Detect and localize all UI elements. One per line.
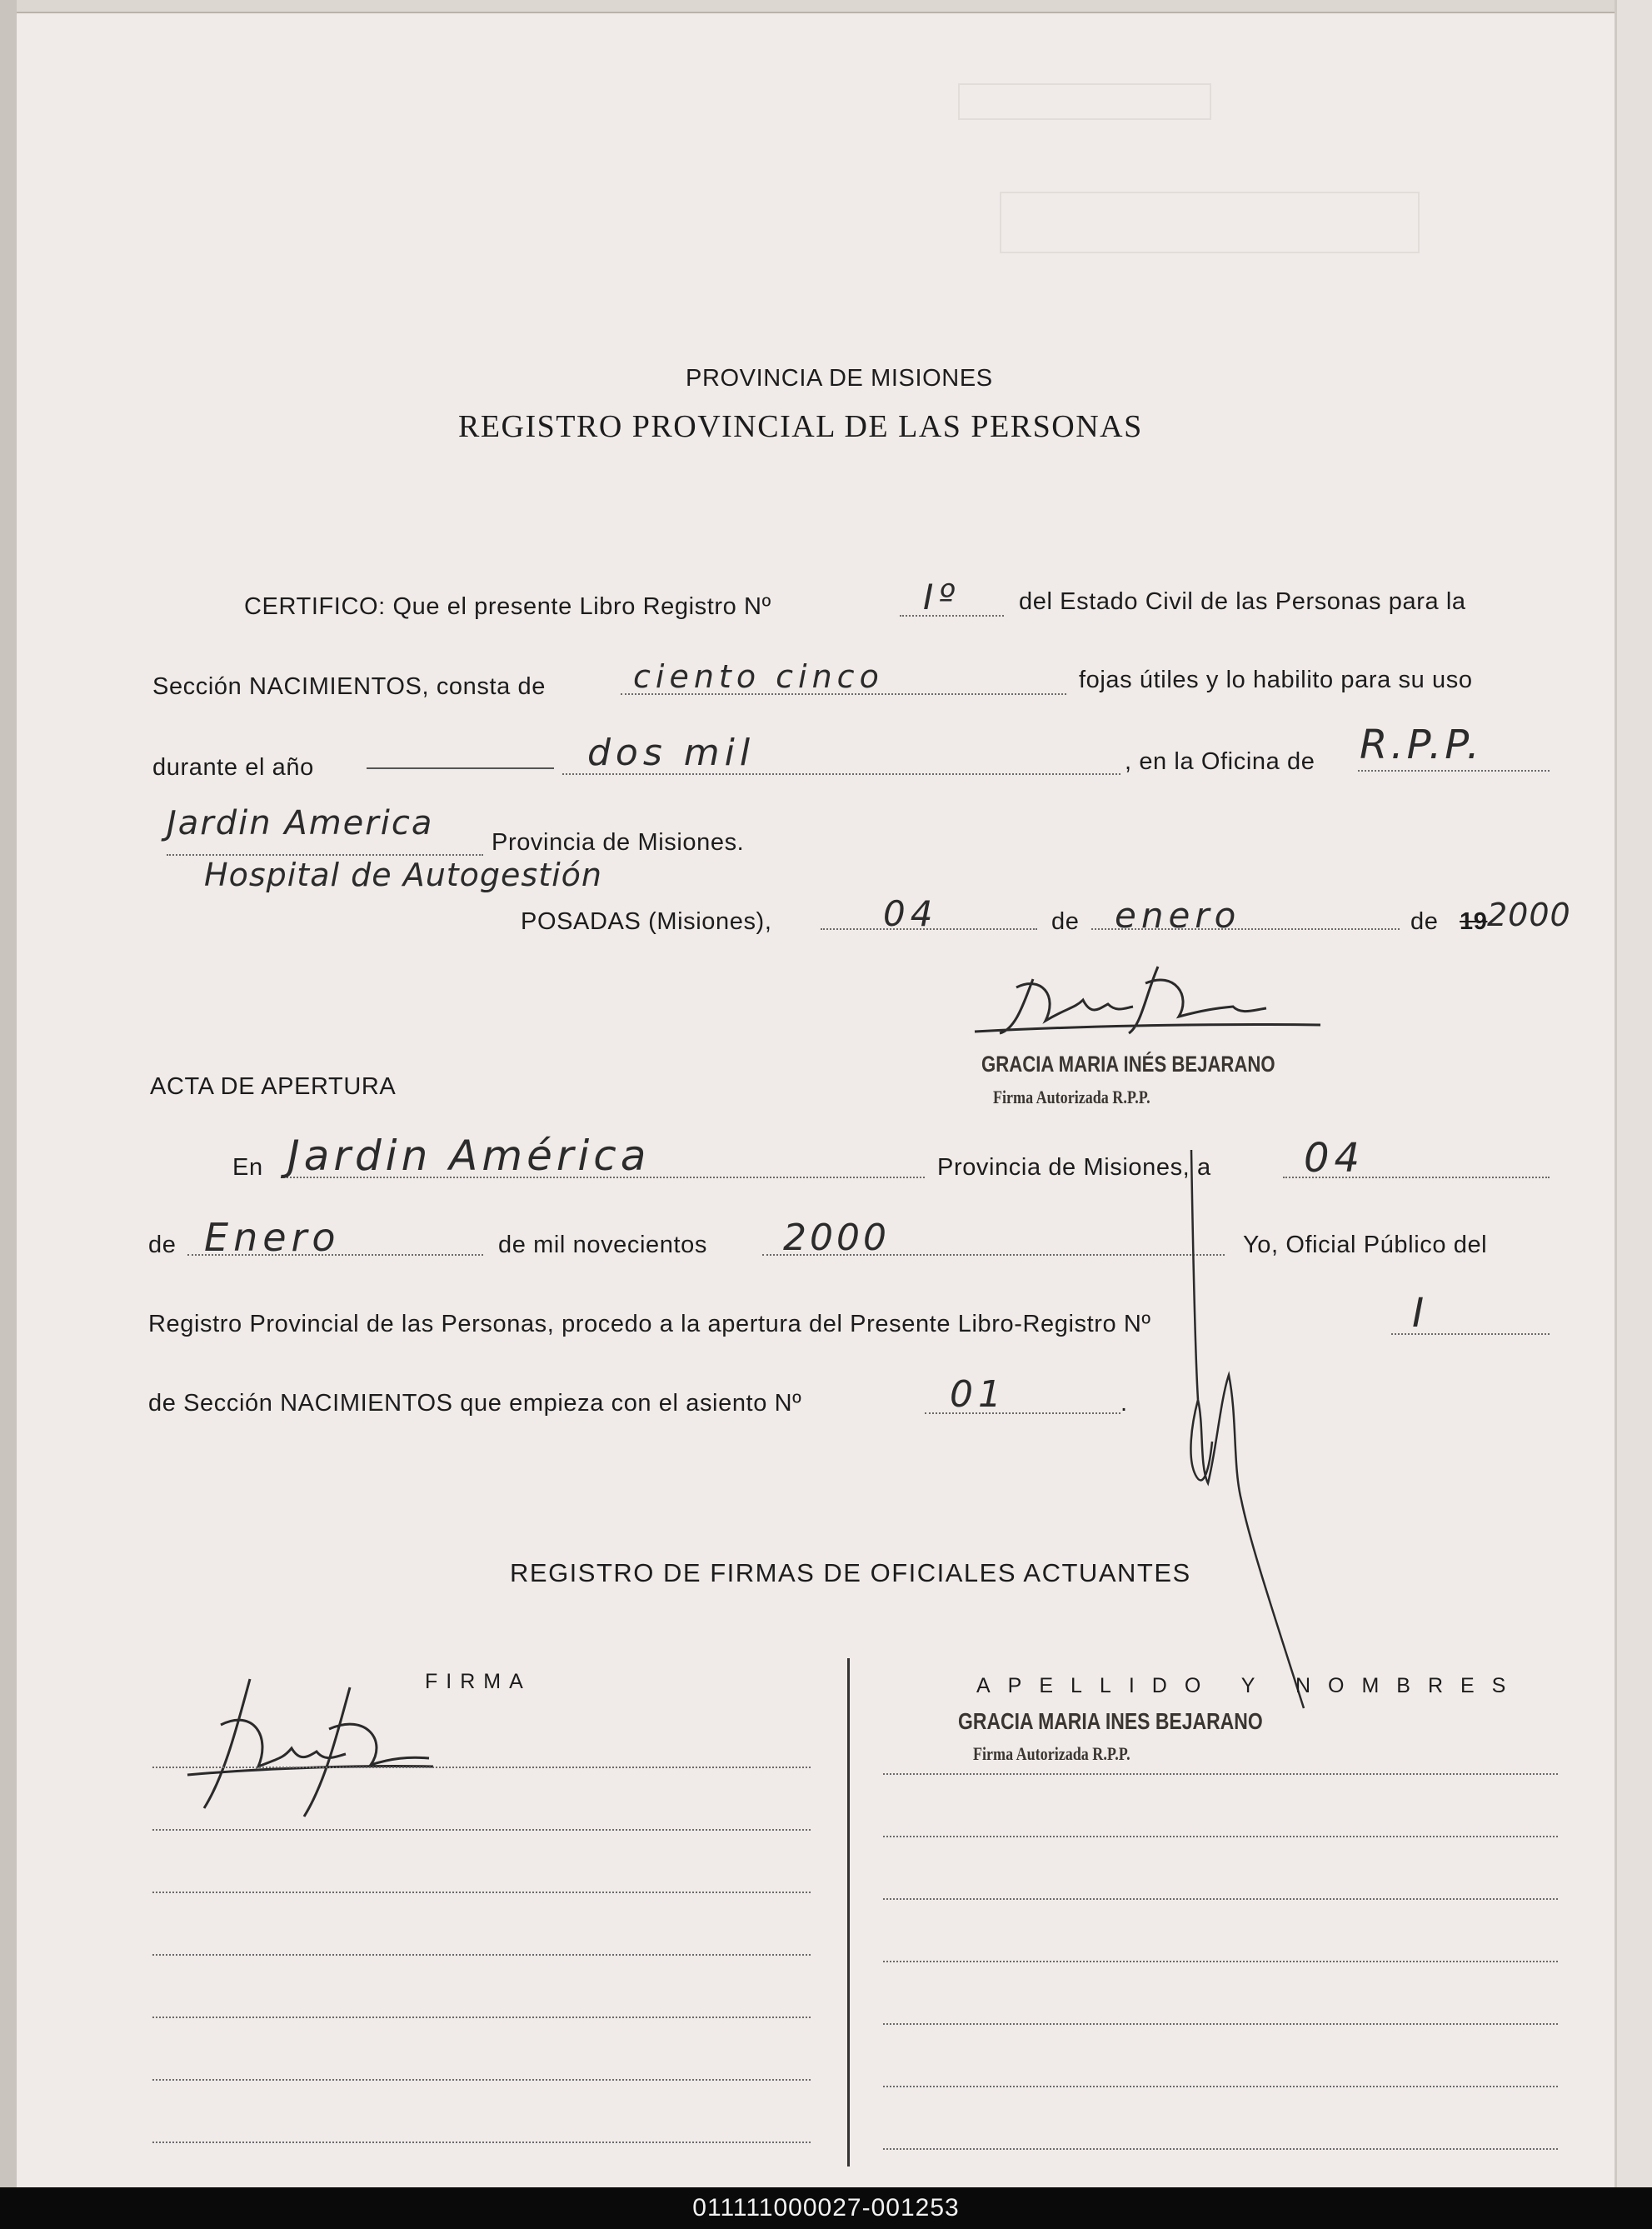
firma-line-2: [152, 1829, 811, 1831]
stamp-name-1: GRACIA MARIA INÉS BEJARANO: [981, 1052, 1275, 1077]
certifico-line1-a: CERTIFICO: Que el presente Libro Registro Nº: [244, 593, 771, 620]
nombre-line-7: [883, 2148, 1558, 2150]
fojas-handwritten: ciento cinco: [633, 658, 884, 695]
localidad-handwritten: Jardin America: [167, 804, 434, 842]
page-right-edge: [1615, 0, 1652, 2187]
stamp-title-2: Firma Autorizada R.P.P.: [973, 1743, 1130, 1764]
bleed-through-box: [1000, 192, 1420, 253]
nombre-line-1: [883, 1773, 1558, 1775]
certifico-line4: Provincia de Misiones.: [492, 829, 745, 856]
province-heading: PROVINCIA DE MISIONES: [686, 365, 993, 392]
certifico-line1-b: del Estado Civil de las Personas para la: [1019, 588, 1466, 615]
stamp-name-2: GRACIA MARIA INES BEJARANO: [958, 1708, 1263, 1734]
acta-libro-handwritten: I: [1412, 1290, 1430, 1337]
nombres-column-header: APELLIDO Y NOMBRES: [976, 1674, 1524, 1697]
firma-line-7: [152, 2142, 811, 2143]
de-label-2: de: [1410, 908, 1439, 935]
acta-line3: Registro Provincial de las Personas, procedo a la apertura del Presente Libro-Registro Nº: [148, 1311, 1151, 1337]
page-left-edge: [0, 0, 17, 2187]
acta-en-label: En: [232, 1154, 263, 1181]
nombre-line-3: [883, 1898, 1558, 1900]
posadas-label: POSADAS (Misiones),: [521, 908, 772, 935]
firma-column-header: FIRMA: [425, 1670, 532, 1693]
firma-line-6: [152, 2079, 811, 2081]
firma-line-4: [152, 1954, 811, 1956]
certifico-line2-b: fojas útiles y lo habilito para su uso: [1079, 667, 1473, 693]
stamp-title-1: Firma Autorizada R.P.P.: [993, 1087, 1150, 1107]
nombre-line-5: [883, 2023, 1558, 2025]
nombre-line-6: [883, 2086, 1558, 2087]
acta-line4: de Sección NACIMIENTOS que empieza con el asiento Nº: [148, 1390, 802, 1417]
firma-line-1: [152, 1767, 811, 1768]
anio-handwritten: dos mil: [587, 732, 756, 774]
signature-scribble-2: [179, 1675, 446, 1821]
bleed-through-mark: [958, 83, 1211, 120]
acta-novecientos-label: de mil novecientos: [498, 1232, 707, 1258]
anio-fecha-handwritten: 2000: [1487, 897, 1571, 933]
oficina-handwritten: R.P.P.: [1360, 722, 1483, 768]
oficina-dotline: [1358, 770, 1550, 772]
acta-anio-handwritten: 2000: [783, 1217, 890, 1259]
hospital-handwritten: Hospital de Autogestión: [204, 857, 603, 893]
asiento-handwritten: 01: [950, 1373, 1006, 1416]
acta-period: .: [1120, 1390, 1128, 1417]
registry-heading: REGISTRO PROVINCIAL DE LAS PERSONAS: [458, 409, 1143, 444]
mes-handwritten: enero: [1115, 895, 1241, 936]
acta-oficial-label: Yo, Oficial Público del: [1243, 1232, 1488, 1258]
acta-de-label: de: [148, 1232, 177, 1258]
certifico-line3-a: durante el año: [152, 754, 314, 781]
firma-line-3: [152, 1892, 811, 1893]
signature-stroke-vertical: [1158, 1150, 1325, 1717]
firma-line-5: [152, 2017, 811, 2018]
acta-dia-handwritten: 04: [1304, 1135, 1365, 1182]
acta-provincia-label: Provincia de Misiones, a: [937, 1154, 1211, 1181]
scan-id-footer: 011111000027-001253: [0, 2187, 1652, 2229]
nombre-line-2: [883, 1836, 1558, 1837]
libro-no-handwritten: Iº: [923, 577, 961, 617]
firmas-heading: REGISTRO DE FIRMAS DE OFICIALES ACTUANTES: [510, 1558, 1191, 1587]
signature-scribble-1: [966, 950, 1341, 1050]
dia-handwritten: 04: [883, 893, 938, 934]
acta-heading: ACTA DE APERTURA: [150, 1073, 397, 1100]
localidad-dotline: [167, 854, 483, 856]
anio-struck-line: [367, 767, 554, 769]
acta-mes-handwritten: Enero: [204, 1215, 341, 1260]
nombre-line-4: [883, 1961, 1558, 1962]
certifico-line2-a: Sección NACIMIENTOS, consta de: [152, 673, 546, 700]
lugar-handwritten: Jardin América: [287, 1132, 651, 1180]
certifico-line3-b: , en la Oficina de: [1125, 748, 1315, 775]
page-top-edge: [0, 0, 1652, 13]
anio-struck-prefix: 19: [1460, 908, 1488, 935]
column-divider: [847, 1658, 850, 2167]
de-label-1: de: [1051, 908, 1080, 935]
